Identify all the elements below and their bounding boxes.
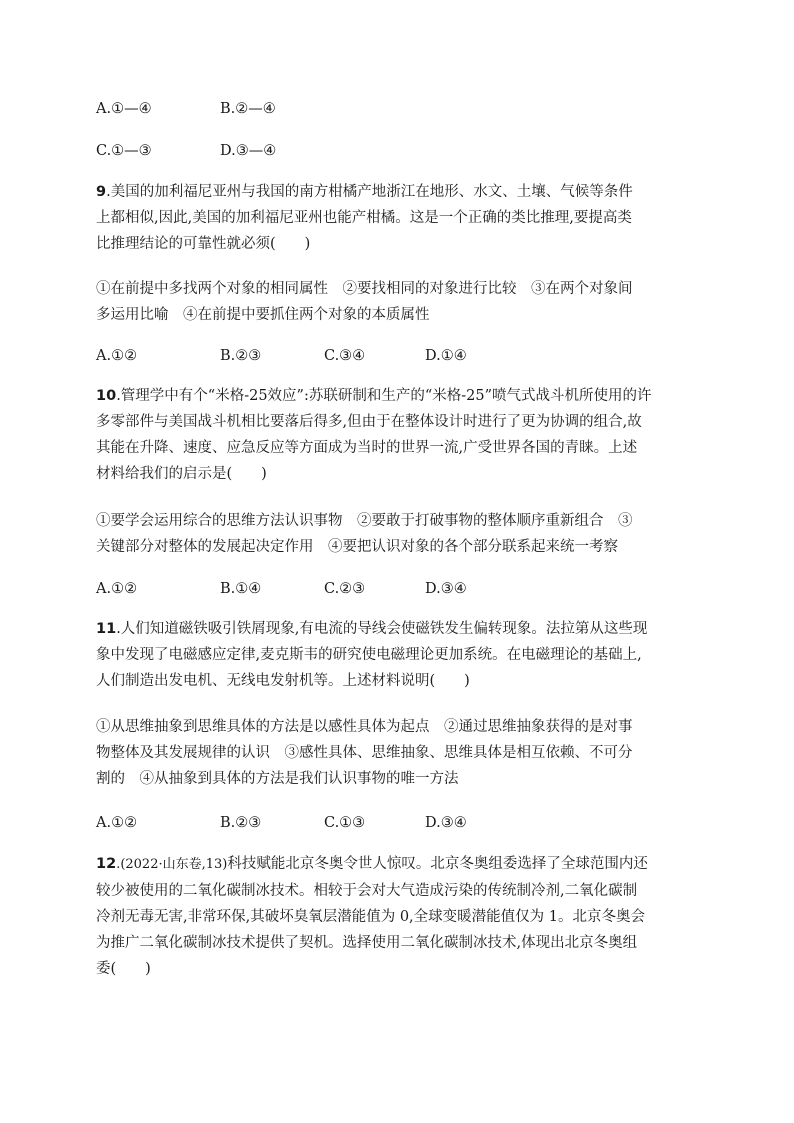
question-source: .(2022·山东卷,13)	[116, 857, 228, 872]
option-b: B.②③	[220, 815, 262, 831]
statement-line: 关键部分对整体的发展起决定作用 ④要把认识对象的各个部分联系起来统一考察	[96, 539, 618, 555]
question-9-statements	[96, 276, 696, 328]
question-10-stem	[96, 383, 696, 487]
option-d: D.①④	[425, 348, 467, 364]
question-12-stem	[96, 851, 696, 982]
question-11-statements	[96, 714, 696, 792]
option-c: C.①—③	[96, 143, 152, 159]
option-a: A.①②	[96, 815, 138, 831]
stem-line: .美国的加利福尼亚州与我国的南方柑橘产地浙江在地形、水文、土壤、气候等条件	[106, 184, 633, 200]
question-number: 10	[96, 388, 117, 404]
option-c: C.②③	[324, 581, 366, 597]
option-a: A.①②	[96, 581, 138, 597]
stem-line: 多零部件与美国战斗机相比要落后得多,但由于在整体设计时进行了更为协调的组合,故	[96, 414, 642, 430]
question-number: 12	[96, 856, 117, 872]
option-a: A.①②	[96, 348, 138, 364]
option-d: D.③④	[425, 815, 467, 831]
option-d: D.③④	[425, 581, 467, 597]
stem-line: 科技赋能北京冬奥令世人惊叹。北京冬奥组委选择了全球范围内还	[227, 856, 648, 872]
statement-line: 多运用比喻 ④在前提中要抓住两个对象的本质属性	[96, 307, 430, 323]
stem-line: .人们知道磁铁吸引铁屑现象,有电流的导线会使磁铁发生偏转现象。法拉第从这些现	[116, 621, 648, 637]
stem-line: 材料给我们的启示是( )	[96, 466, 267, 482]
option-a: A.①—④	[96, 101, 152, 117]
option-b: B.①④	[220, 581, 262, 597]
statement-line: 割的 ④从抽象到具体的方法是我们认识事物的唯一方法	[96, 771, 459, 787]
stem-line: 比推理结论的可靠性就必须( )	[96, 236, 311, 252]
statement-line: 物整体及其发展规律的认识 ③感性具体、思维抽象、思维具体是相互依赖、不可分	[96, 745, 633, 761]
option-b: B.②—④	[220, 101, 276, 117]
stem-line: 人们制造出发电机、无线电发射机等。上述材料说明( )	[96, 673, 470, 689]
option-c: C.①③	[324, 815, 366, 831]
stem-line: 较少被使用的二氧化碳制冰技术。相较于会对大气造成污染的传统制冷剂,二氧化碳制	[96, 883, 638, 899]
question-number: 11	[96, 621, 117, 637]
stem-line: 其能在升降、速度、应急反应等方面成为当时的世界一流,广受世界各国的青睐。上述	[96, 440, 638, 456]
stem-line: 上都相似,因此,美国的加利福尼亚州也能产柑橘。这是一个正确的类比推理,要提高类	[96, 210, 632, 226]
statement-line: ①要学会运用综合的思维方法认识事物 ②要敢于打破事物的整体顺序重新组合 ③	[96, 513, 633, 529]
question-number: 9	[96, 184, 107, 200]
option-c: C.③④	[324, 348, 366, 364]
question-9-stem	[96, 179, 696, 257]
stem-line: .管理学中有个“米格-25效应”:苏联研制和生产的“米格-25”喷气式战斗机所使用的许	[116, 388, 652, 404]
statement-line: ①在前提中多找两个对象的相同属性 ②要找相同的对象进行比较 ③在两个对象间	[96, 281, 633, 297]
question-10-statements	[96, 508, 696, 560]
stem-line: 委( )	[96, 961, 151, 977]
question-11-stem	[96, 616, 696, 694]
stem-line: 为推广二氧化碳制冰技术提供了契机。选择使用二氧化碳制冰技术,体现出北京冬奥组	[96, 935, 638, 951]
statement-line: ①从思维抽象到思维具体的方法是以感性具体为起点 ②通过思维抽象获得的是对事	[96, 719, 633, 735]
option-d: D.③—④	[220, 143, 277, 159]
option-b: B.②③	[220, 348, 262, 364]
stem-line: 象中发现了电磁感应定律,麦克斯韦的研究使电磁理论更加系统。在电磁理论的基础上,	[96, 647, 642, 663]
stem-line: 冷剂无毒无害,非常环保,其破坏臭氧层潜能值为 0,全球变暖潜能值仅为 1。北京冬奥会	[96, 909, 645, 925]
